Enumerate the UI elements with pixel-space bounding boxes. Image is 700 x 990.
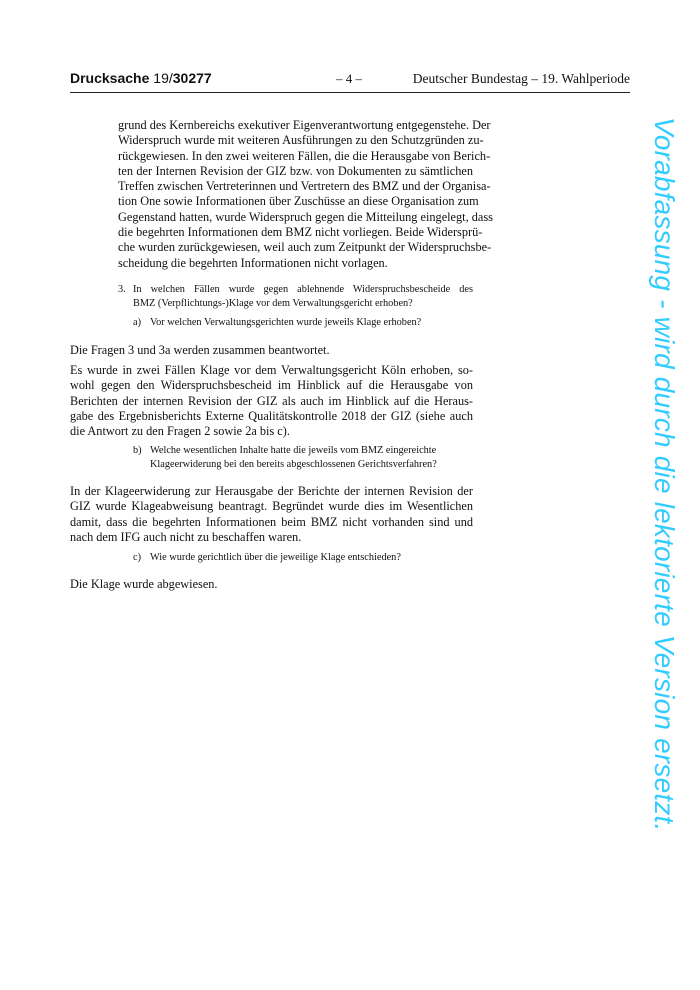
text-line: che wurden zurückgewiesen, weil auch zum Zeitpunkt der Widerspruchsbe- xyxy=(118,240,492,255)
page-header xyxy=(70,70,630,93)
text-line: Widerspruch wurde mit weiteren Ausführungen zu den Schutzgründen zu- xyxy=(118,133,484,148)
question-3b xyxy=(133,444,478,471)
answer-paragraph-3 xyxy=(70,363,473,439)
text-line: grund des Kernbereichs exekutiver Eigenverantwortung entgegenstehe. Der xyxy=(118,118,491,132)
text-line: tion One sowie Informationen über Zuschüsse an diese Organisation zum xyxy=(118,194,479,209)
text-line: In der Klageerwiderung zur Herausgabe der Berichte der internen Revision der xyxy=(70,484,473,498)
answer-3c xyxy=(70,577,473,592)
answer-joint xyxy=(70,343,475,358)
question-line: Klageerwiderung bei den bereits abgeschlossenen Gerichtsverfahren? xyxy=(150,458,437,470)
text-line: Die Fragen 3 und 3a werden zusammen beantwortet. xyxy=(70,343,330,357)
text-line: Treffen zwischen Vertreterinnen und Vertretern des BMZ und der Organisa- xyxy=(118,179,491,194)
question-line: In welchen Fällen wurde gegen ablehnende Widerspruchsbescheide des xyxy=(133,284,473,295)
text-line: GIZ wurde Klageabweisung beantragt. Begründet wurde dies im Wesentlichen xyxy=(70,499,473,514)
question-line: Vor welchen Verwaltungsgerichten wurde jeweils Klage erhoben? xyxy=(150,317,422,328)
answer-paragraph-3b xyxy=(70,484,473,545)
question-line: Wie wurde gerichtlich über die jeweilige Klage entschieden? xyxy=(150,552,401,563)
doc-prefix: Drucksache xyxy=(70,70,154,86)
text-line: die Antwort zu den Fragen 2 sowie 2a bis c). xyxy=(70,424,290,439)
page-number: – 4 – xyxy=(336,71,362,86)
text-line: ten der Internen Revision der GIZ bzw. von Dokumenten zu sämtlichen xyxy=(118,163,473,178)
doc-period: 19/ xyxy=(153,70,173,86)
text-line: damit, dass die begehrten Informationen beim BMZ nicht vorhanden sind und xyxy=(70,514,473,529)
text-line: nach dem IFG auch nicht zu beschaffen waren. xyxy=(70,529,302,544)
question-3 xyxy=(118,283,473,310)
text-line: Es wurde in zwei Fällen Klage vor dem Verwaltungsgericht Köln erhoben, so- xyxy=(70,363,473,377)
question-3c xyxy=(133,551,478,565)
question-line: BMZ (Verpflichtungs-)Klage vor dem Verwaltungsgericht erhoben? xyxy=(133,297,413,309)
answer-paragraph-continued xyxy=(118,118,493,271)
text-line: scheidung die begehrten Informationen nicht vorlagen. xyxy=(118,255,388,270)
text-line: rückgewiesen. In den zwei weiteren Fällen, die die Herausgabe von Berich- xyxy=(118,148,491,163)
question-number: c) xyxy=(133,552,141,563)
text-line: Gegenstand hatten, wurde Widerspruch gegen die Mitteilung eingelegt, dass xyxy=(118,209,493,224)
draft-watermark: Vorabfassung - wird durch die lektorierte Version ersetzt. xyxy=(649,117,680,832)
document-number xyxy=(70,70,212,86)
text-line: wohl gegen den Widerspruchsbescheid im Hinblick auf die Herausgabe von xyxy=(70,378,473,393)
question-number: 3. xyxy=(118,284,126,295)
text-line: Die Klage wurde abgewiesen. xyxy=(70,577,218,591)
text-line: gabe des Ergebnisberichts Externe Qualitätskontrolle 2018 der GIZ (siehe auch xyxy=(70,408,473,423)
doc-number-value: 30277 xyxy=(172,70,212,86)
institution-period: Deutscher Bundestag – 19. Wahlperiode xyxy=(412,71,630,86)
question-line: Welche wesentlichen Inhalte hatte die jeweils vom BMZ eingereichte xyxy=(150,445,437,456)
question-number: b) xyxy=(133,445,142,456)
question-3a xyxy=(133,316,473,330)
question-number: a) xyxy=(133,317,141,328)
text-line: die begehrten Informationen dem BMZ nicht vorliegen. Beide Widersprü- xyxy=(118,225,483,240)
text-line: Berichten der internen Revision der GIZ als auch im Hinblick auf die Heraus- xyxy=(70,393,473,408)
